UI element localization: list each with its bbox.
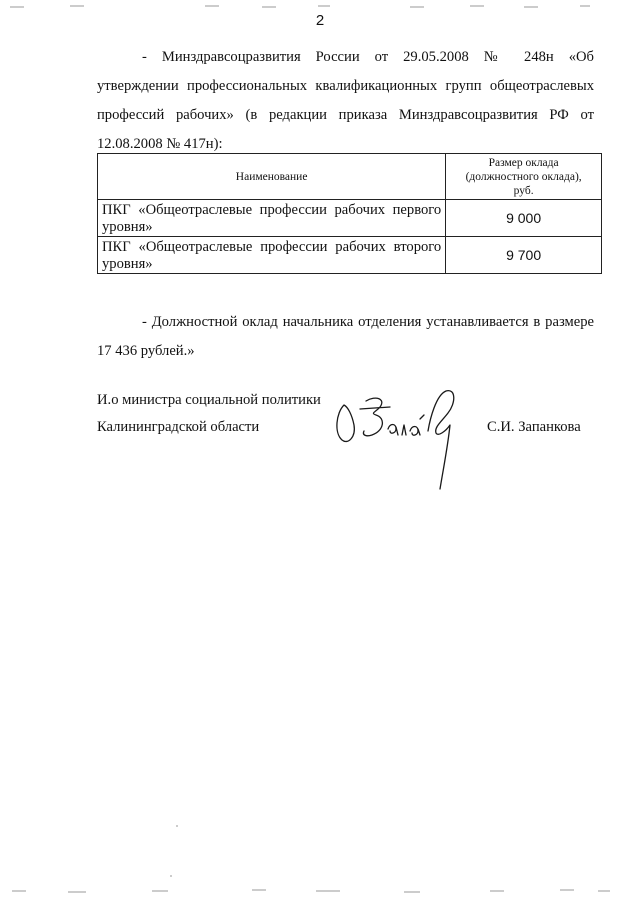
signatory-title — [97, 387, 321, 441]
row-2-salary: 9 700 — [446, 237, 602, 274]
header-salary-line-2: (должностного оклада), — [465, 170, 582, 183]
signatory-title-line-1: И.о министра социальной политики — [97, 392, 321, 408]
intro-line-1: - Минздравсоцразвития России от 29.05.2008 № 248н «Об — [142, 49, 594, 65]
table-header-row — [98, 154, 602, 200]
salary-note-paragraph — [97, 308, 594, 366]
header-salary-line-1: Размер оклада — [488, 156, 559, 169]
salary-note-line-1: - Должностной оклад начальника отделения устанавливается в размере — [142, 314, 594, 330]
intro-line-4: 12.08.2008 № 417н): — [97, 136, 223, 152]
salary-table — [97, 153, 602, 274]
intro-line-3: профессий рабочих» (в редакции приказа Минздравсоцразвития РФ от — [97, 107, 594, 123]
row-1-name: ПКГ «Общеотраслевые профессии рабочих первого уровня» — [98, 200, 446, 237]
intro-line-2: утверждении профессиональных квалификационных групп общеотраслевых — [97, 78, 594, 94]
header-salary-line-3: руб. — [513, 184, 534, 197]
table-row — [98, 200, 602, 237]
intro-paragraph — [97, 43, 594, 159]
header-salary — [446, 154, 602, 200]
handwritten-signature — [330, 385, 480, 495]
row-1-salary: 9 000 — [446, 200, 602, 237]
signatory-title-line-2: Калининградской области — [97, 419, 260, 435]
signer-name: С.И. Запанкова — [487, 419, 581, 435]
row-2-name: ПКГ «Общеотраслевые профессии рабочих второго уровня» — [98, 237, 446, 274]
salary-note-line-2: 17 436 рублей.» — [97, 343, 195, 359]
header-name: Наименование — [98, 154, 446, 200]
page-number: 2 — [315, 12, 325, 29]
table-row — [98, 237, 602, 274]
